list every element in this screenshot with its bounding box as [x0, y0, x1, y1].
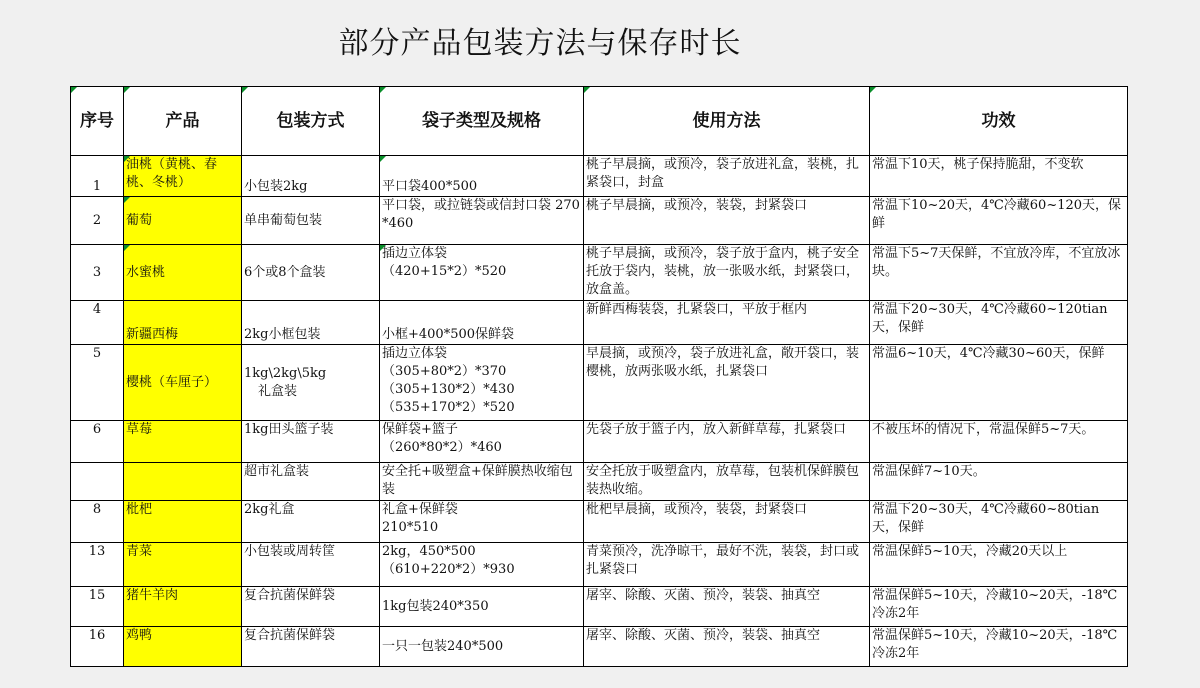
row-usage: 新鲜西梅装袋，扎紧袋口，平放于框内 — [584, 301, 870, 345]
row-usage: 桃子早晨摘，或预冷，装袋，封紧袋口 — [584, 197, 870, 245]
row-packaging: 1kg田头篮子装 — [242, 421, 380, 463]
row-bag-spec: 1kg包装240*350 — [380, 587, 584, 627]
row-effect: 常温6~10天，4℃冷藏30~60天，保鲜 — [870, 345, 1128, 421]
row-product: 樱桃（车厘子） — [124, 345, 242, 421]
row-product: 新疆西梅 — [124, 301, 242, 345]
table-row — [71, 463, 1128, 501]
header-bag-spec: 袋子类型及规格 — [380, 87, 584, 156]
row-bag-spec: 一只一包装240*500 — [380, 627, 584, 667]
row-bag-spec: 平口袋400*500 — [380, 156, 584, 197]
row-usage: 安全托放于吸塑盒内，放草莓，包装机保鲜膜包装热收缩。 — [584, 463, 870, 501]
row-usage: 桃子早晨摘，或预冷，袋子放进礼盒，装桃，扎紧袋口，封盒 — [584, 156, 870, 197]
table-row — [71, 197, 1128, 245]
row-effect: 常温保鲜5~10天，冷藏10~20天，-18℃冷冻2年 — [870, 587, 1128, 627]
row-packaging: 超市礼盒装 — [242, 463, 380, 501]
bag-spec-line: 210*510 — [382, 520, 439, 535]
table-row — [71, 156, 1128, 197]
row-product: 枇杷 — [124, 501, 242, 543]
table-row — [71, 501, 1128, 543]
packaging-line: 礼盒装 — [258, 383, 298, 399]
row-effect: 常温下20~30天，4℃冷藏60~80tian天，保鲜 — [870, 501, 1128, 543]
bag-spec-line: （610+220*2）*930 — [382, 562, 515, 577]
bag-spec-line: （260*80*2）*460 — [382, 440, 502, 455]
row-packaging: 小包装2kg — [242, 156, 380, 197]
row-product: 油桃（黄桃、春桃、冬桃） — [124, 156, 242, 197]
bag-spec-line: 保鲜袋+篮子 — [382, 422, 458, 437]
row-bag-spec: 小框+400*500保鲜袋 — [380, 301, 584, 345]
bag-spec-line: （420+15*2）*520 — [382, 264, 507, 279]
row-index — [71, 463, 124, 501]
row-effect: 不被压坏的情况下，常温保鲜5~7天。 — [870, 421, 1128, 463]
table-header-row — [71, 87, 1128, 156]
table-row — [71, 245, 1128, 301]
row-packaging: 复合抗菌保鲜袋 — [242, 627, 380, 667]
row-packaging — [242, 345, 380, 421]
row-usage: 早晨摘，或预冷，袋子放进礼盒，敞开袋口，装樱桃，放两张吸水纸，扎紧袋口 — [584, 345, 870, 421]
table-row — [71, 587, 1128, 627]
row-index: 15 — [71, 587, 124, 627]
row-product: 葡萄 — [124, 197, 242, 245]
row-product — [124, 463, 242, 501]
header-packaging: 包装方式 — [242, 87, 380, 156]
row-effect: 常温保鲜7~10天。 — [870, 463, 1128, 501]
row-packaging: 单串葡萄包装 — [242, 197, 380, 245]
row-bag-spec — [380, 345, 584, 421]
header-product: 产品 — [124, 87, 242, 156]
packaging-line: 1kg\2kg\5kg — [244, 365, 327, 381]
row-packaging: 6个或8个盒装 — [242, 245, 380, 301]
header-index: 序号 — [71, 87, 124, 156]
row-index: 5 — [71, 345, 124, 421]
row-product: 青菜 — [124, 543, 242, 587]
bag-spec-line: 插边立体袋 — [382, 346, 448, 361]
row-bag-spec — [380, 501, 584, 543]
row-index: 3 — [71, 245, 124, 301]
page-title: 部分产品包装方法与保存时长 — [338, 26, 742, 61]
row-index: 13 — [71, 543, 124, 587]
row-bag-spec — [380, 245, 584, 301]
row-packaging: 2kg小框包装 — [242, 301, 380, 345]
header-effect: 功效 — [870, 87, 1128, 156]
row-effect: 常温保鲜5~10天，冷藏20天以上 — [870, 543, 1128, 587]
row-effect: 常温下20~30天，4℃冷藏60~120tian天，保鲜 — [870, 301, 1128, 345]
row-index: 8 — [71, 501, 124, 543]
row-bag-spec: 安全托+吸塑盒+保鲜膜热收缩包装 — [380, 463, 584, 501]
header-usage: 使用方法 — [584, 87, 870, 156]
row-usage: 桃子早晨摘，或预冷，袋子放于盒内，桃子安全托放于袋内，装桃，放一张吸水纸，封紧袋口，放盒盖。 — [584, 245, 870, 301]
row-usage: 青菜预冷，洗净晾干，最好不洗，装袋，封口或扎紧袋口 — [584, 543, 870, 587]
row-usage: 屠宰、除酸、灭菌、预冷，装袋、抽真空 — [584, 587, 870, 627]
row-product: 鸡鸭 — [124, 627, 242, 667]
bag-spec-line: （535+170*2）*520 — [382, 400, 515, 415]
row-product: 水蜜桃 — [124, 245, 242, 301]
bag-spec-line: （305+80*2）*370 — [382, 364, 507, 379]
bag-spec-line: （305+130*2）*430 — [382, 382, 515, 397]
product-packaging-table — [70, 86, 1128, 667]
row-packaging: 2kg礼盒 — [242, 501, 380, 543]
row-index: 6 — [71, 421, 124, 463]
row-effect: 常温保鲜5~10天，冷藏10~20天，-18℃冷冻2年 — [870, 627, 1128, 667]
row-packaging: 复合抗菌保鲜袋 — [242, 587, 380, 627]
bag-spec-line: 礼盒+保鲜袋 — [382, 502, 458, 517]
row-bag-spec — [380, 543, 584, 587]
row-index: 4 — [71, 301, 124, 345]
row-packaging: 小包装或周转筐 — [242, 543, 380, 587]
table-row — [71, 345, 1128, 421]
row-usage: 先袋子放于篮子内，放入新鲜草莓，扎紧袋口 — [584, 421, 870, 463]
table-row — [71, 543, 1128, 587]
row-bag-spec — [380, 421, 584, 463]
table-row — [71, 627, 1128, 667]
row-effect: 常温下10天，桃子保持脆甜，不变软 — [870, 156, 1128, 197]
row-product: 猪牛羊肉 — [124, 587, 242, 627]
bag-spec-line: 2kg，450*500 — [382, 544, 476, 559]
row-usage: 枇杷早晨摘，或预冷，装袋，封紧袋口 — [584, 501, 870, 543]
row-effect: 常温下10~20天，4℃冷藏60~120天，保鲜 — [870, 197, 1128, 245]
row-product: 草莓 — [124, 421, 242, 463]
row-bag-spec: 平口袋，或拉链袋或信封口袋 270*460 — [380, 197, 584, 245]
table-row — [71, 421, 1128, 463]
row-index: 2 — [71, 197, 124, 245]
row-usage: 屠宰、除酸、灭菌、预冷，装袋、抽真空 — [584, 627, 870, 667]
table-row — [71, 301, 1128, 345]
row-index: 1 — [71, 156, 124, 197]
row-effect: 常温下5~7天保鲜，不宜放冷库，不宜放冰块。 — [870, 245, 1128, 301]
bag-spec-line: 插边立体袋 — [382, 246, 448, 261]
row-index: 16 — [71, 627, 124, 667]
